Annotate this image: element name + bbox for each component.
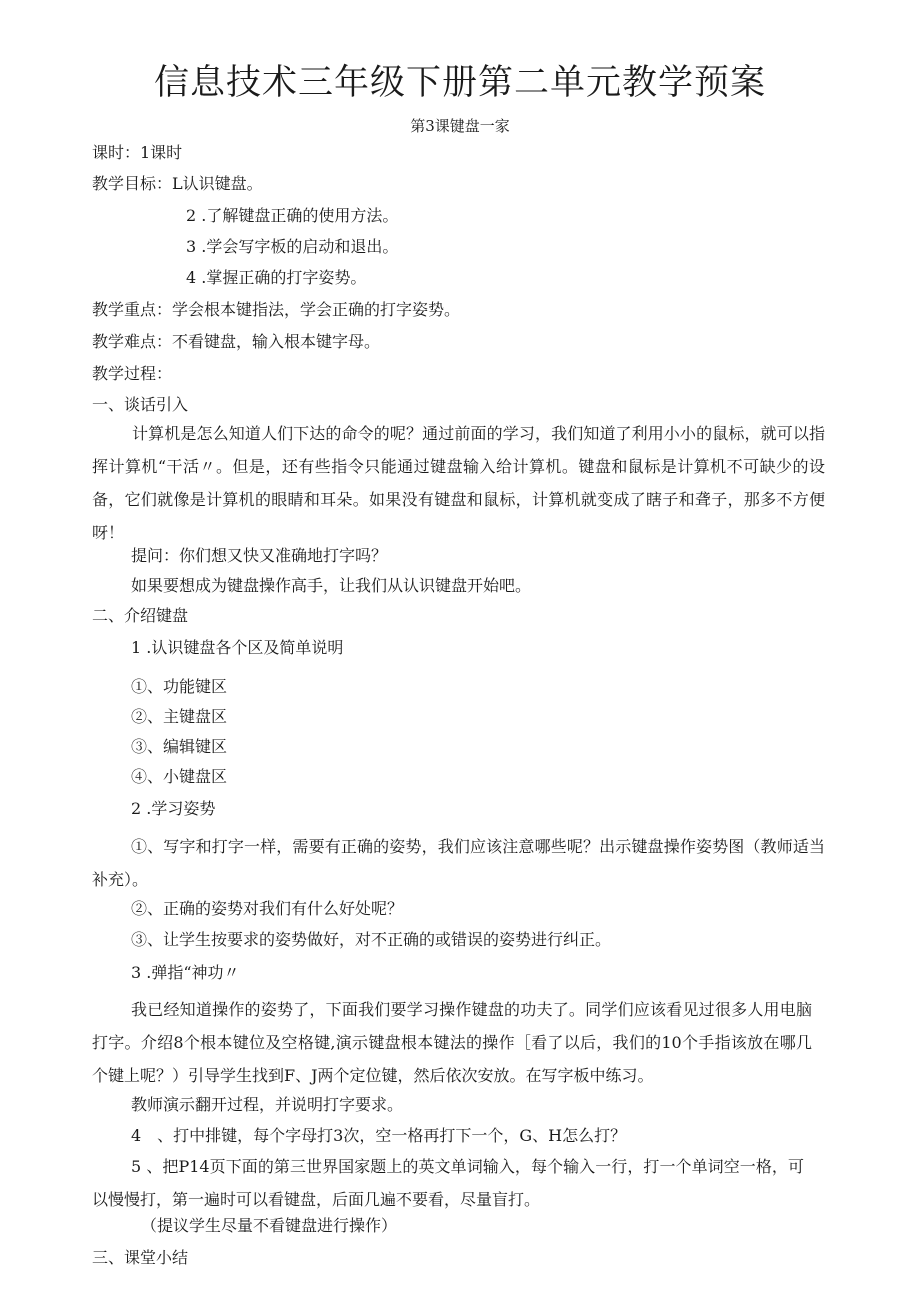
section-heading-3: 三、课堂小结	[92, 1248, 189, 1267]
posture-correction-line: ③、让学生按要求的姿势做好，对不正确的或错误的姿势进行纠正。	[131, 930, 612, 949]
goal-item-3: 3 .学会写字板的启动和退出。	[186, 237, 399, 256]
document-title: 信息技术三年级下册第二单元教学预案	[153, 63, 766, 103]
posture-benefit-line: ②、正确的姿势对我们有什么好处呢？	[131, 899, 404, 918]
teaching-goal: 教学目标：L认识键盘。	[92, 174, 263, 193]
goal-item-4: 4 .掌握正确的打字姿势。	[186, 268, 367, 287]
keyboard-zone-1: ①、功能键区	[131, 677, 228, 696]
intro-paragraph: 计算机是怎么知道人们下达的命令的呢？通过前面的学习，我们知道了利用小小的鼠标，就可以指挥计算机“干活〃。但是，还有些指令只能通过键盘输入给计算机。键盘和鼠标是计算机不可缺少的设备，它们就像是计算机的眼睛和耳朵。如果没有键盘和鼠标，计算机就变成了瞎子和聋子，那多不方便呀！	[92, 424, 825, 542]
finger-skill-paragraph: 我已经知道操作的姿势了，下面我们要学习操作键盘的功夫了。同学们应该看见过很多人用电脑打字。介绍8个根本键位及空格键,演示键盘根本键法的操作［看了以后，我们的10个手指该放在哪几个键上呢？）引导学生找到F、J两个定位键，然后依次安放。在写字板中练习。	[92, 1000, 812, 1085]
section-heading-1: 一、谈话引入	[92, 395, 189, 414]
teaching-process-heading: 教学过程：	[92, 364, 173, 383]
subsection-2: 2 .学习姿势	[131, 799, 216, 818]
keyboard-zone-4: ④、小键盘区	[131, 767, 228, 786]
goal-item-2: 2 .了解键盘正确的使用方法。	[186, 206, 399, 225]
class-hours: 课时：1课时	[92, 143, 183, 162]
question-line: 提问：你们想又快又准确地打字吗？	[131, 546, 388, 565]
keyboard-zone-2: ②、主键盘区	[131, 707, 228, 726]
keyboard-zone-3: ③、编辑键区	[131, 737, 228, 756]
subsection-3: 3 .弹指“神功〃	[131, 963, 240, 982]
keyboard-master-line: 如果要想成为键盘操作高手，让我们从认识键盘开始吧。	[131, 576, 532, 595]
teaching-focus: 教学重点：学会根本键指法，学会正确的打字姿势。	[92, 300, 461, 319]
suggestion-line: （提议学生尽量不看键盘进行操作）	[141, 1216, 398, 1235]
subsection-1: 1 .认识键盘各个区及简单说明	[131, 638, 344, 657]
section-heading-2: 二、介绍键盘	[92, 606, 189, 625]
teaching-difficulty: 教学难点：不看键盘，输入根本键字母。	[92, 332, 381, 351]
exercise-5-paragraph: 5 、把P14页下面的第三世界国家题上的英文单词输入，每个输入一行，打一个单词空一格，可以慢慢打，第一遍时可以看键盘，后面几遍不要看，尽量盲打。	[92, 1157, 804, 1209]
teacher-demo-line: 教师演示翻开过程，并说明打字要求。	[131, 1095, 404, 1114]
exercise-4-line: 4 、打中排键，每个字母打3次，空一格再打下一个，G、H怎么打？	[131, 1126, 627, 1145]
lesson-subtitle: 第3课键盘一家	[410, 117, 510, 135]
posture-paragraph: ①、写字和打字一样，需要有正确的姿势，我们应该注意哪些呢？出示键盘操作姿势图（教师适当补充）。	[92, 837, 825, 889]
